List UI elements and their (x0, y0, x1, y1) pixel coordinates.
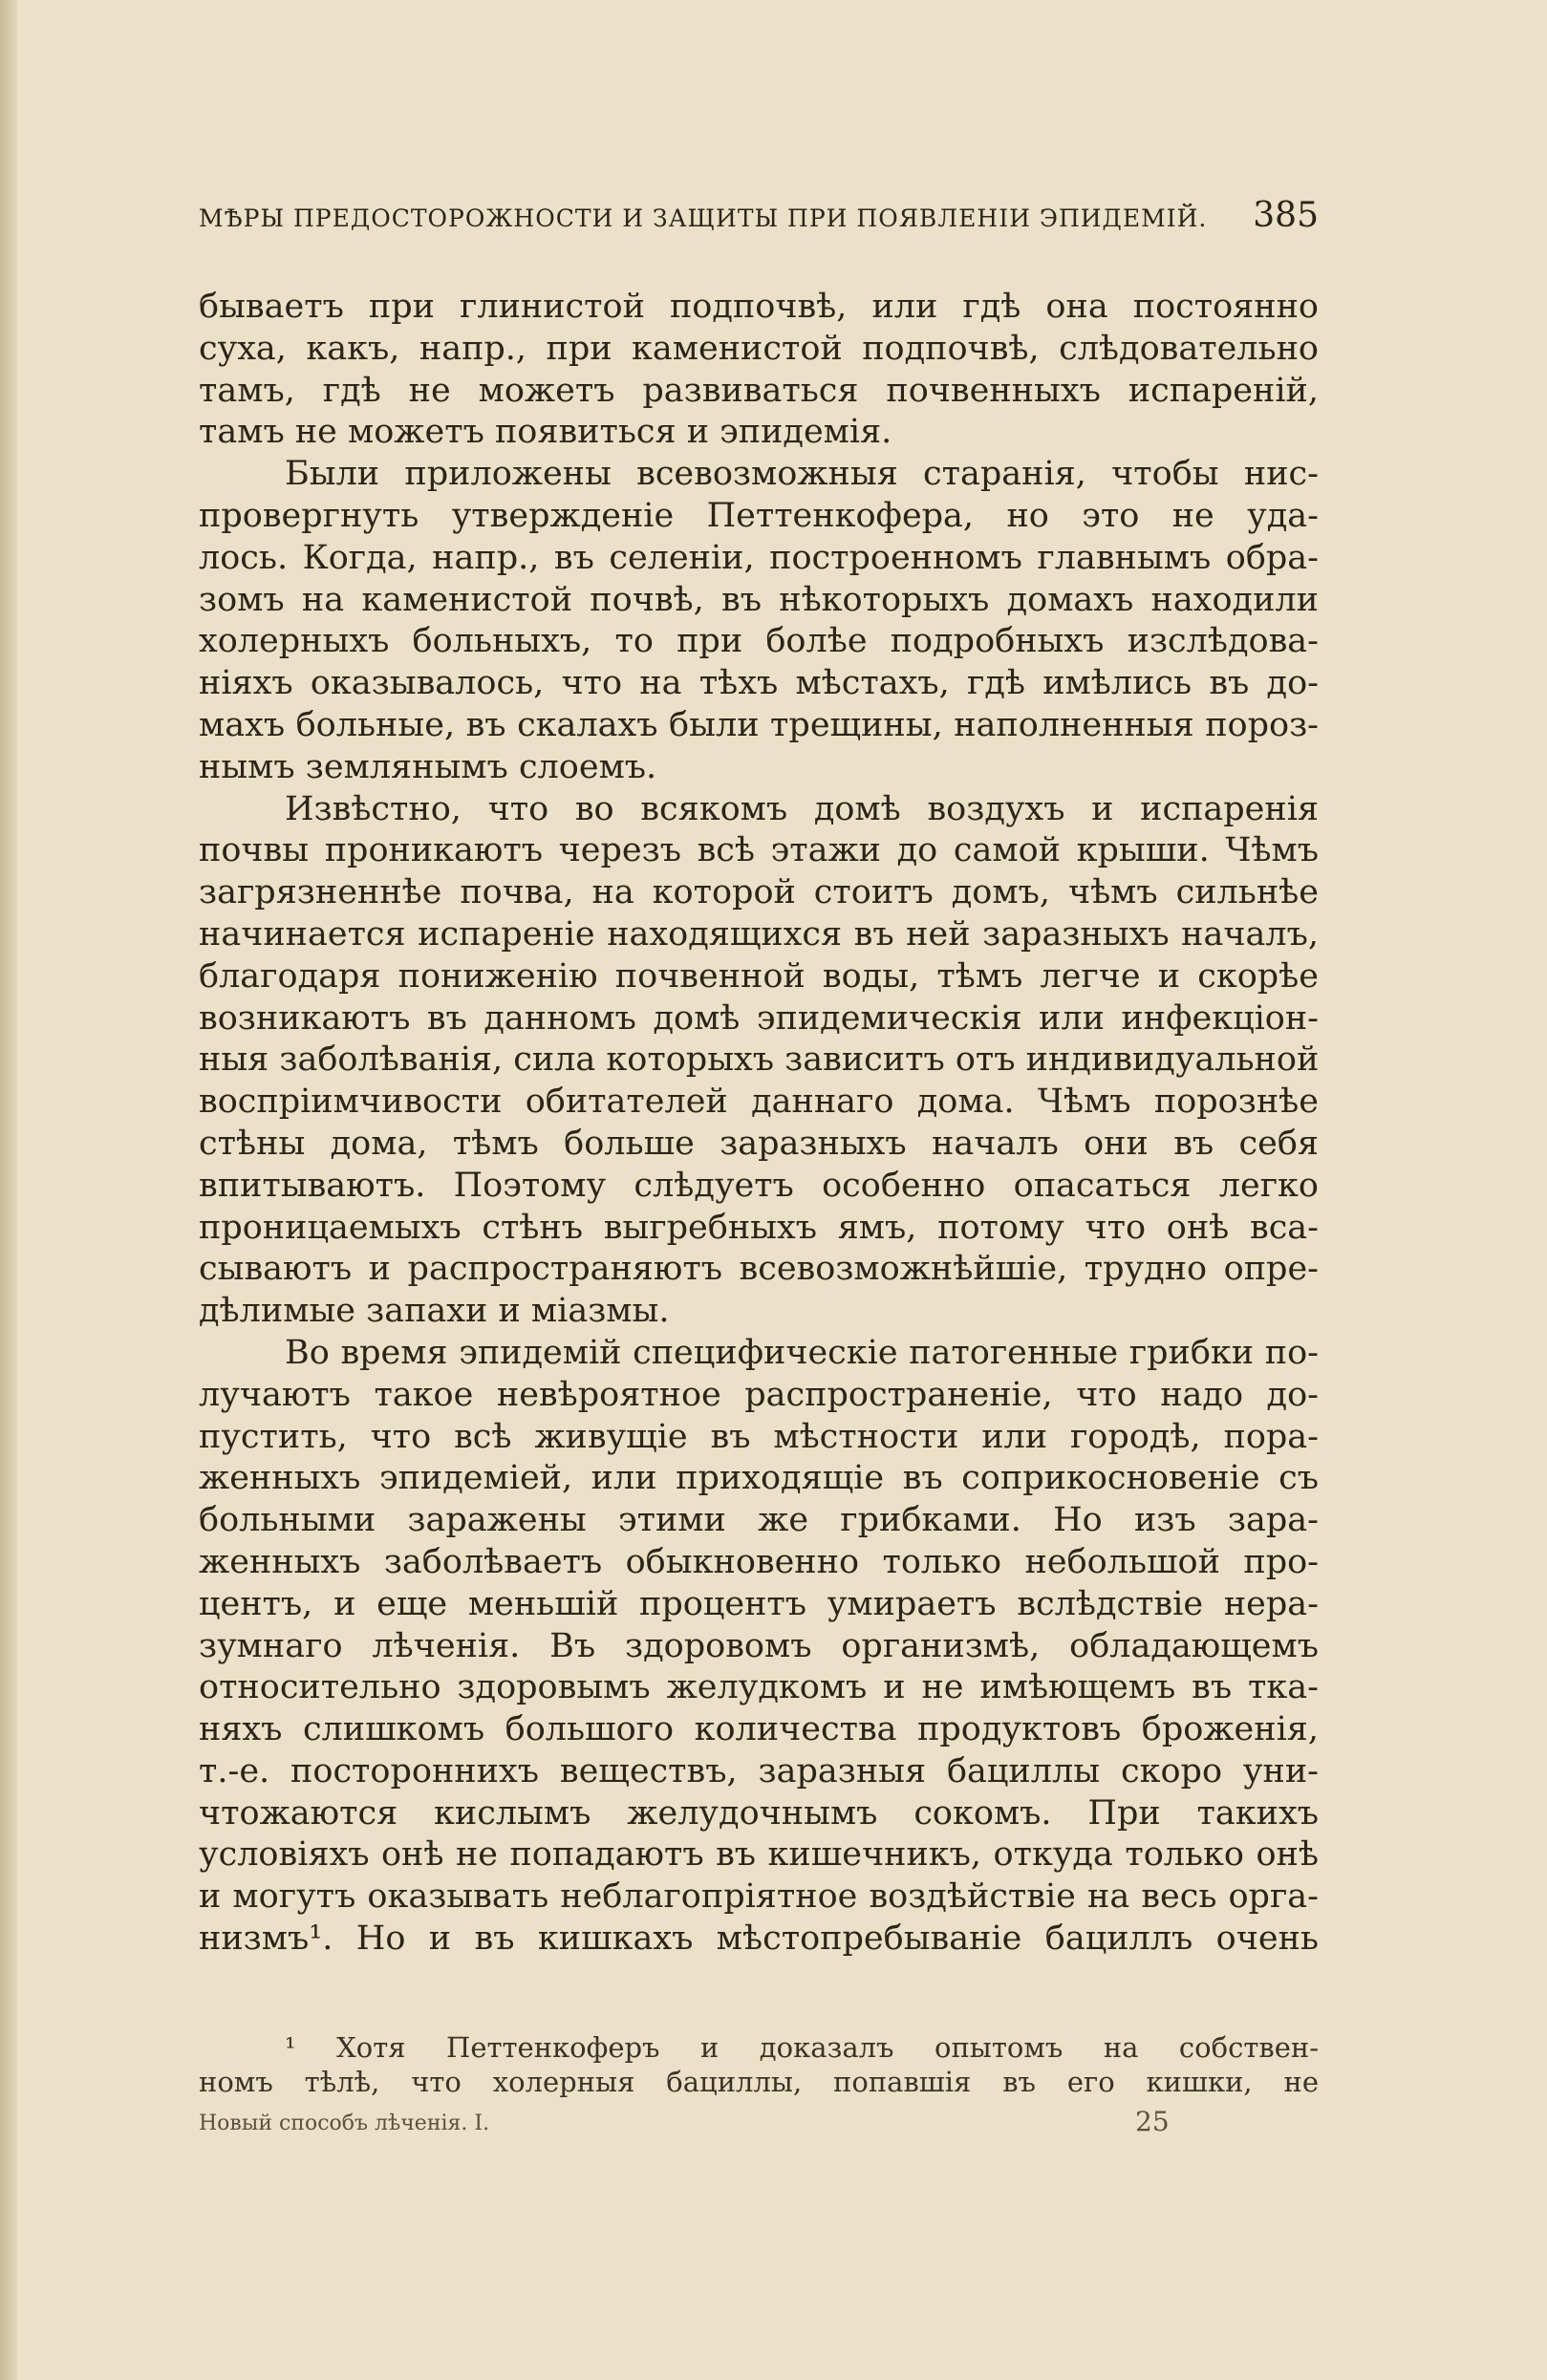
text-line: нымъ землянымъ слоемъ. (199, 747, 657, 786)
text-line: стѣны дома, тѣмъ больше заразныхъ началъ они въ себя (199, 1124, 1319, 1163)
footnote-line: ¹ Хотя Петтенкоферъ и доказалъ опытомъ на собствен- (285, 2031, 1319, 2064)
text-line: почвы проникаютъ черезъ всѣ этажи до самой крыши. Чѣмъ (199, 831, 1319, 870)
text-line: Извѣстно, что во всякомъ домѣ воздухъ и испаренія (285, 789, 1319, 828)
body-text (199, 287, 1319, 1961)
text-line: т.-е. постороннихъ веществъ, заразныя бациллы скоро уни- (199, 1751, 1319, 1790)
footer-book-title: Новый способъ лѣченія. I. (199, 2112, 490, 2135)
text-line: относительно здоровымъ желудкомъ и не имѣющемъ въ тка- (199, 1668, 1319, 1707)
text-line: больными заражены этими же грибками. Но изъ зара- (199, 1501, 1319, 1540)
header-title: МѢРЫ ПРЕДОСТОРОЖНОСТИ И ЗАЩИТЫ ПРИ ПОЯВЛЕНІИ ЭПИДЕМІЙ. (199, 204, 1208, 232)
text-line: начинается испареніе находящихся въ ней заразныхъ началъ, (199, 914, 1319, 954)
text-line: и могутъ оказывать неблагопріятное воздѣйствіе на весь орга- (199, 1877, 1319, 1917)
text-line: пустить, что всѣ живущіе въ мѣстности или городѣ, пора- (199, 1417, 1319, 1456)
page-spine-shadow (0, 0, 17, 2380)
running-header (199, 196, 1319, 235)
text-line: впитываютъ. Поэтому слѣдуетъ особенно опасаться легко (199, 1166, 1319, 1205)
text-line: воспріимчивости обитателей даннаго дома. Чѣмъ порознѣе (199, 1083, 1319, 1122)
text-line: лучаютъ такое невѣроятное распространеніе, что надо до- (199, 1375, 1319, 1414)
text-line: провергнуть утвержденіе Петтенкофера, но это не уда- (199, 496, 1319, 535)
text-line: зумнаго лѣченія. Въ здоровомъ организмѣ, обладающемъ (199, 1626, 1319, 1665)
text-line: сываютъ и распространяютъ всевозможнѣйшіе, трудно опре- (199, 1250, 1319, 1289)
text-line: тамъ не можетъ появиться и эпидемія. (199, 413, 892, 452)
text-line: центъ, и еще меньшій процентъ умираетъ вслѣдствіе нера- (199, 1584, 1319, 1623)
text-line: низмъ¹. Но и въ кишкахъ мѣстопребываніе бациллъ очень (199, 1919, 1319, 1959)
text-line: тамъ, гдѣ не можетъ развиваться почвенныхъ испареній, (199, 371, 1319, 410)
signature-mark: 25 (1135, 2106, 1170, 2137)
text-line: ніяхъ оказывалось, что на тѣхъ мѣстахъ, гдѣ имѣлись въ до- (199, 664, 1319, 703)
text-line: махъ больные, въ скалахъ были трещины, наполненныя пороз- (199, 705, 1319, 744)
text-line: дѣлимые запахи и міазмы. (199, 1292, 670, 1331)
text-line: чтожаются кислымъ желудочнымъ сокомъ. При такихъ (199, 1793, 1319, 1833)
footnote (199, 2030, 1319, 2099)
text-line: няхъ слишкомъ большого количества продуктовъ броженія, (199, 1710, 1319, 1749)
text-line: загрязненнѣе почва, на которой стоитъ домъ, чѣмъ сильнѣе (199, 873, 1319, 912)
text-line: зомъ на каменистой почвѣ, въ нѣкоторыхъ домахъ находили (199, 580, 1319, 619)
text-line: ныя заболѣванія, сила которыхъ зависитъ отъ индивидуальной (199, 1040, 1320, 1080)
text-line: условіяхъ онѣ не попадаютъ въ кишечникъ, откуда только онѣ (199, 1835, 1319, 1875)
footnote-line: номъ тѣлѣ, что холерныя бациллы, попавшія въ его кишки, не (199, 2066, 1319, 2098)
text-line: женныхъ заболѣваетъ обыкновенно только небольшой про- (199, 1542, 1319, 1581)
text-line: благодаря пониженію почвенной воды, тѣмъ легче и скорѣе (199, 956, 1319, 996)
text-line: возникаютъ въ данномъ домѣ эпидемическія или инфекціон- (199, 998, 1319, 1038)
text-line: суха, какъ, напр., при каменистой подпочвѣ, слѣдовательно (199, 329, 1319, 368)
text-line: Во время эпидемій специфическіе патогенные грибки по- (285, 1333, 1319, 1372)
text-line: лось. Когда, напр., въ селеніи, построенномъ главнымъ обра- (199, 538, 1319, 577)
text-line: бываетъ при глинистой подпочвѣ, или гдѣ она постоянно (199, 288, 1319, 326)
page-footer (199, 2106, 1319, 2137)
text-line: проницаемыхъ стѣнъ выгребныхъ ямъ, потому что онѣ вса- (199, 1208, 1319, 1247)
text-line: холерныхъ больныхъ, то при болѣе подробныхъ изслѣдова- (199, 622, 1319, 661)
page-number: 385 (1253, 196, 1319, 235)
text-line: женныхъ эпидеміей, или приходящіе въ соприкосновеніе съ (199, 1459, 1319, 1498)
text-line: Были приложены всевозможныя старанія, чтобы нис- (285, 455, 1319, 494)
